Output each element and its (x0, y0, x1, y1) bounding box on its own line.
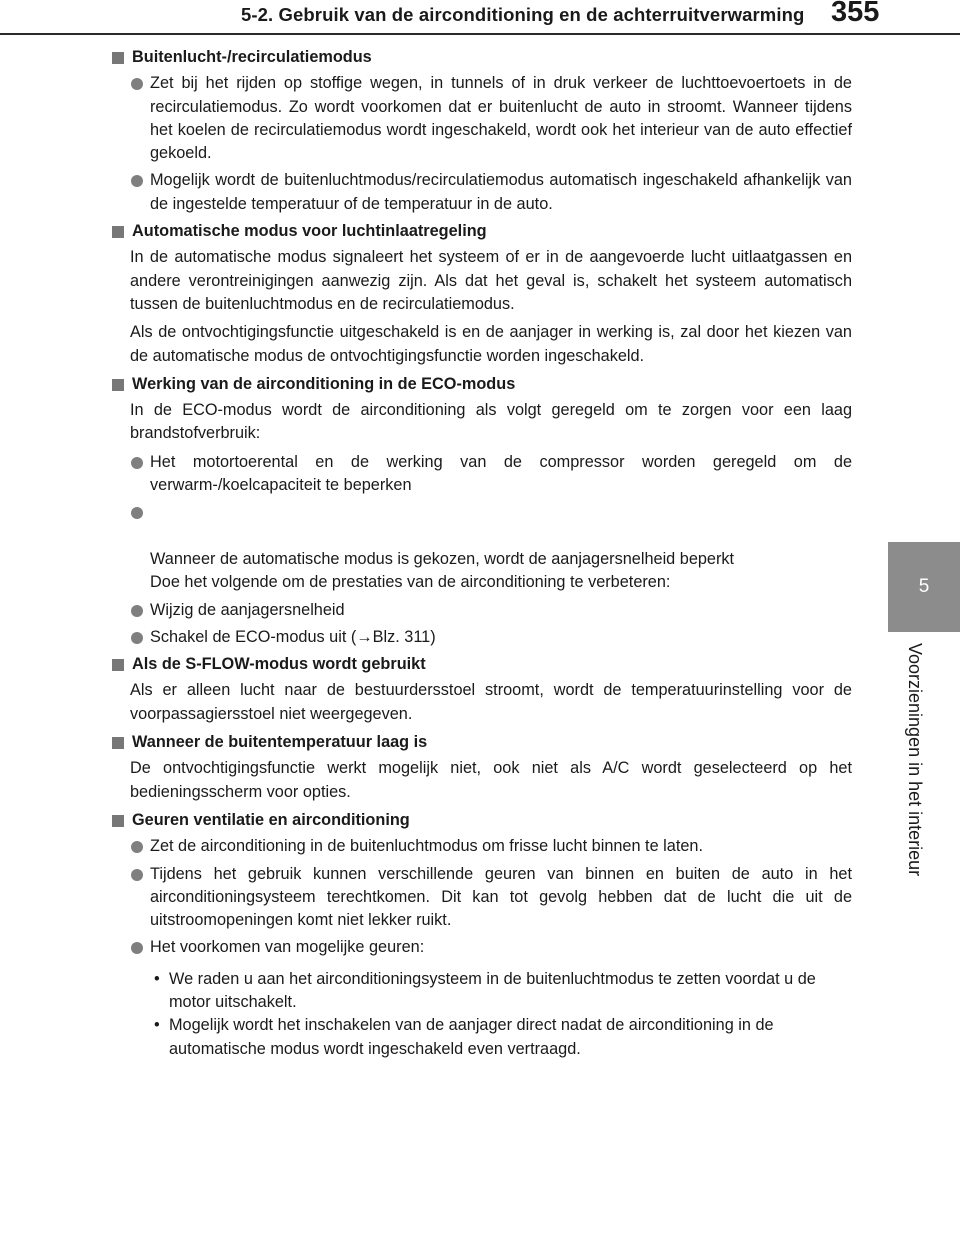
paragraph: In de ECO-modus wordt de airconditioning als volgt geregeld om te zorgen voor een laag brandstofverbruik: (130, 401, 852, 443)
square-bullet-icon (112, 52, 124, 64)
circle-bullet-icon (131, 942, 143, 954)
header-divider (0, 33, 960, 35)
list-item: Wanneer de automatische modus is gekozen, wordt de aanjagersnelheid beperkt Doe het volgende om de prestaties van de airconditioning te verbeteren: (112, 501, 852, 594)
chapter-title: Voorzieningen in het interieur (905, 643, 925, 877)
paragraph: Als er alleen lucht naar de bestuurdersstoel stroomt, wordt de temperatuurinstelling voor de voorpassagiersstoel niet weergegeven. (130, 681, 852, 723)
dot-bullet-icon: • (154, 969, 160, 988)
section-heading: Als de S-FLOW-modus wordt gebruikt (112, 653, 852, 676)
circle-bullet-icon (131, 507, 143, 519)
section-heading: Buitenlucht-/recirculatiemodus (112, 46, 852, 69)
square-bullet-icon (112, 659, 124, 671)
section-geuren (112, 809, 852, 1061)
circle-bullet-icon (131, 78, 143, 90)
list-item[interactable] (112, 626, 852, 649)
sub-list-item: • We raden u aan het airconditioningsysteem in de buitenluchtmodus te zetten voordat u de motor uitschakelt. (154, 969, 816, 1011)
section-heading: Geuren ventilatie en airconditioning (112, 809, 852, 832)
list-item: Zet de airconditioning in de buitenluchtmodus om frisse lucht binnen te laten. (112, 835, 852, 858)
section-s-flow (112, 653, 852, 726)
paragraph: Als de ontvochtigingsfunctie uitgeschakeld is en de aanjager in werking is, zal door het kiezen van de automatische modus de ontvochtigingsfunctie worden ingeschakeld. (130, 323, 852, 365)
square-bullet-icon (112, 815, 124, 827)
paragraph: De ontvochtigingsfunctie werkt mogelijk niet, ook niet als A/C wordt geselecteerd op het bedieningsscherm voor opties. (130, 759, 852, 801)
list-item: Het motortoerental en de werking van de compressor worden geregeld om de verwarm-/koelcapaciteit te beperken (112, 451, 852, 498)
chapter-number: 5 (918, 576, 930, 597)
list-item: Het voorkomen van mogelijke geuren: (112, 936, 852, 959)
paragraph: In de automatische modus signaleert het systeem of er in de aangevoerde lucht uitlaatgassen en andere verontreinigingen aanwezig zijn. Als dat het geval is, schakelt het systeem automatisch tussen de buitenluchtmodus en de recirculatiemodus. (130, 248, 852, 313)
chapter-tab[interactable] (888, 542, 960, 632)
circle-bullet-icon (131, 632, 143, 644)
sub-list-item: • Mogelijk wordt het inschakelen van de aanjager direct nadat de airconditioning in de automatische modus wordt ingeschakeld even vertraagd. (154, 1016, 774, 1058)
square-bullet-icon (112, 226, 124, 238)
circle-bullet-icon (131, 457, 143, 469)
list-item: Mogelijk wordt de buitenluchtmodus/recirculatiemodus automatisch ingeschakeld afhankelijk van de ingestelde temperatuur of de temperatuur in de auto. (112, 169, 852, 216)
dot-bullet-icon: • (154, 1016, 160, 1035)
list-item: Zet bij het rijden op stoffige wegen, in tunnels of in druk verkeer de luchttoevoertoets in de recirculatiemodus. Zo wordt voorkomen dat er buitenlucht de auto in stroomt. Wanneer tijdens het koelen de recirculatiemodus wordt ingeschakeld, wordt ook het interieur van de auto effectief gekoeld. (112, 72, 852, 165)
section-heading: Werking van de airconditioning in de ECO-modus (112, 373, 852, 396)
page-reference-link[interactable]: Schakel de ECO-modus uit (→Blz. 311) (150, 627, 436, 646)
section-heading: Automatische modus voor luchtinlaatregeling (112, 220, 852, 243)
circle-bullet-icon (131, 175, 143, 187)
section-buitenlucht (112, 46, 852, 216)
circle-bullet-icon (131, 605, 143, 617)
circle-bullet-icon (131, 869, 143, 881)
section-buitentemperatuur (112, 731, 852, 804)
section-automatische-modus (112, 220, 852, 368)
list-item: Tijdens het gebruik kunnen verschillende geuren van binnen en buiten de auto in het airconditioningsysteem terechtkomen. Dit kan tot gevolg hebben dat de lucht die uit de uitstroomopeningen komt niet lekker ruikt. (112, 863, 852, 933)
page-number: 355 (831, 0, 880, 28)
page-content (112, 46, 852, 1061)
square-bullet-icon (112, 379, 124, 391)
header-title: 5-2. Gebruik van de airconditioning en de achterruitverwarming (241, 4, 805, 25)
section-eco-modus (112, 373, 852, 649)
square-bullet-icon (112, 737, 124, 749)
section-heading: Wanneer de buitentemperatuur laag is (112, 731, 852, 754)
circle-bullet-icon (131, 841, 143, 853)
list-item: Wijzig de aanjagersnelheid (112, 599, 852, 622)
